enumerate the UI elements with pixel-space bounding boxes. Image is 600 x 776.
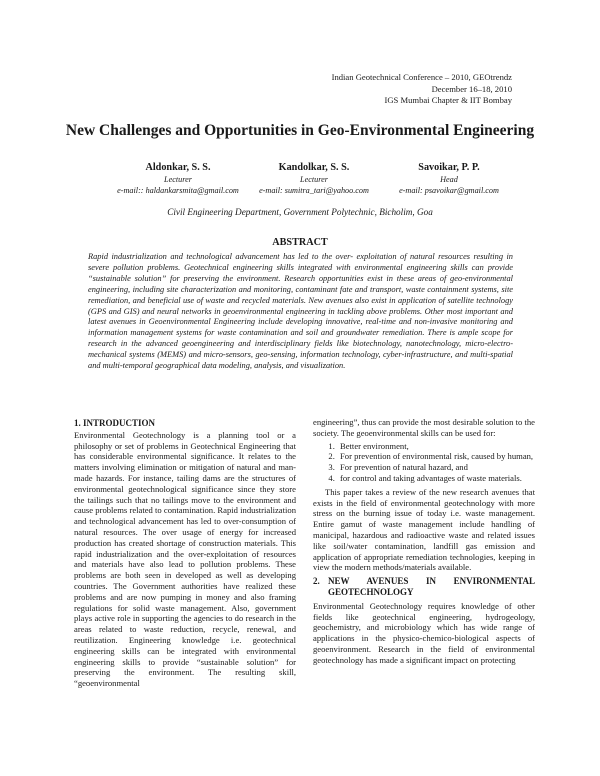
list-item: 3. For prevention of natural hazard, and	[337, 462, 535, 473]
author-email: e-mail:: haldankarsmita@gmail.com	[117, 186, 239, 195]
affiliation: Civil Engineering Department, Government Polytechnic, Bicholim, Goa	[167, 207, 433, 217]
paragraph: Environmental Geotechnology is a planning tool or a philosophy or set of problems in Geotechnical Engineering that has considerable environmental significance. It relates to the matters involving elimination or mitigation of natural and man-made hazards. For instance, tailing dams are the structures of environmental geotechnological significance since they store the tailings such that no tailings move to the environment and cause problems related to contamination. Rapid industrialization and technological advancement has led to over-consumption of natural resources. The over usage of energy for increased production has created shortage of construction materials. This rapid industrialization and the over-exploitation of resources and materials have also lead to pollution problems. These problems are both seen in developed as well as developing countries. The Government authorities have realized these problems and are now pumping in money and also framing regulations for solid waste management. Also, government plays active role in supporting the agencies to do research in the areas related to waste reduction, recycle, renewal, and reutilization. Engineering knowledge i.e. geotechnical engineering skills can be integrated with environmental engineering skills to provide “sustainable solution” for preserving the environment. The resulting skill, “geoenvironmental	[74, 429, 296, 689]
author-3	[384, 161, 514, 196]
author-name: Aldonkar, S. S.	[145, 162, 211, 173]
right-column	[313, 417, 535, 666]
paragraph: This paper takes a review of the new research avenues that exists in the field of environmental geotechnology with more stress on the burning issue of today i.e. waste management. Entire gamut of waste management include handling of manicipal, hazardous and radioactive waste and related issues like soil/water contamination, landfill gas emission and application of appropriate remediation technologies, keeping in view the modern methods/materials available.	[313, 486, 535, 573]
author-1	[98, 161, 258, 196]
section-title: NEW AVENUES IN ENVIRONMENTAL GEOTECHNOLOGY	[328, 576, 535, 597]
abstract-text: Rapid industrialization and technological advancement has led to the over- exploitation of natural resources resulting in severe pollution problems. Geotechnical engineering skills integrated with environmental engineering skills can provide “sustainable solution” for preserving the environment. Research opportunities exist in these areas of geo-environmental engineering, including site characterization and monitoring, contaminant fate and transport, waste containment systems, site remediation, and beneficial use of waste and recycled materials. New avenues also exist in application of satellite technology (GPS and GIS) and neural networks in geoenvironmental engineering in tackling above problems. Other most important and latest avenues in Geoenvironmental Engineering include developing innovative, real-time and non-invasive monitoring and information management systems for waste contamination and soil and groundwater remediation. There is ample scope for research in the advanced geoengineering and interdisciplinary fields like biotechnology, nanotechnology, micro-electro-mechanical systems (MEMS) and micro-sensors, geo-sensing, information technology, cyber-infrastructure, and multi-spatial and multi-temporal geographical data modeling, analysis, and visualization.	[88, 252, 513, 371]
author-name: Kandolkar, S. S.	[278, 162, 350, 173]
paper-title: New Challenges and Opportunities in Geo-Environmental Engineering	[65, 122, 535, 139]
list-item: 1. Better environment,	[337, 441, 535, 452]
author-email: e-mail: sumitra_tari@yahoo.com	[259, 186, 369, 195]
paragraph: Environmental Geotechnology requires knowledge of other fields like geotechnical engineering, hydrogeology, geochemistry, and microbiology which has wide range of applications in the physico-chemico-biological aspects of geoenvironment. Research in the field of environmental geotechnology has made a significant impact on protecting	[313, 600, 535, 665]
author-2	[244, 161, 384, 196]
section-heading	[313, 576, 535, 598]
conference-dates: December 16–18, 2010	[431, 83, 512, 94]
author-role: Lecturer	[300, 175, 328, 184]
paragraph: engineering”, thus can provide the most desirable solution to the society. The geoenvironmental skills can be used for:	[313, 417, 535, 438]
list-item: 4. for control and taking advantages of waste materials.	[337, 473, 535, 484]
uses-list	[313, 441, 535, 484]
left-column	[74, 418, 296, 689]
conference-name: Indian Geotechnical Conference – 2010, GEOtrendz	[331, 72, 512, 82]
list-item: 2. For prevention of environmental risk, caused by human,	[337, 451, 535, 462]
author-name: Savoikar, P. P.	[418, 162, 480, 173]
author-role: Lecturer	[164, 175, 192, 184]
conference-info	[332, 72, 512, 107]
abstract-heading: ABSTRACT	[272, 237, 328, 248]
section-heading: 1. INTRODUCTION	[74, 418, 156, 428]
author-role: Head	[440, 175, 458, 184]
section-number: 2.	[313, 576, 320, 587]
conference-host: IGS Mumbai Chapter & IIT Bombay	[384, 95, 512, 105]
author-email: e-mail: psavoikar@gmail.com	[399, 186, 499, 195]
